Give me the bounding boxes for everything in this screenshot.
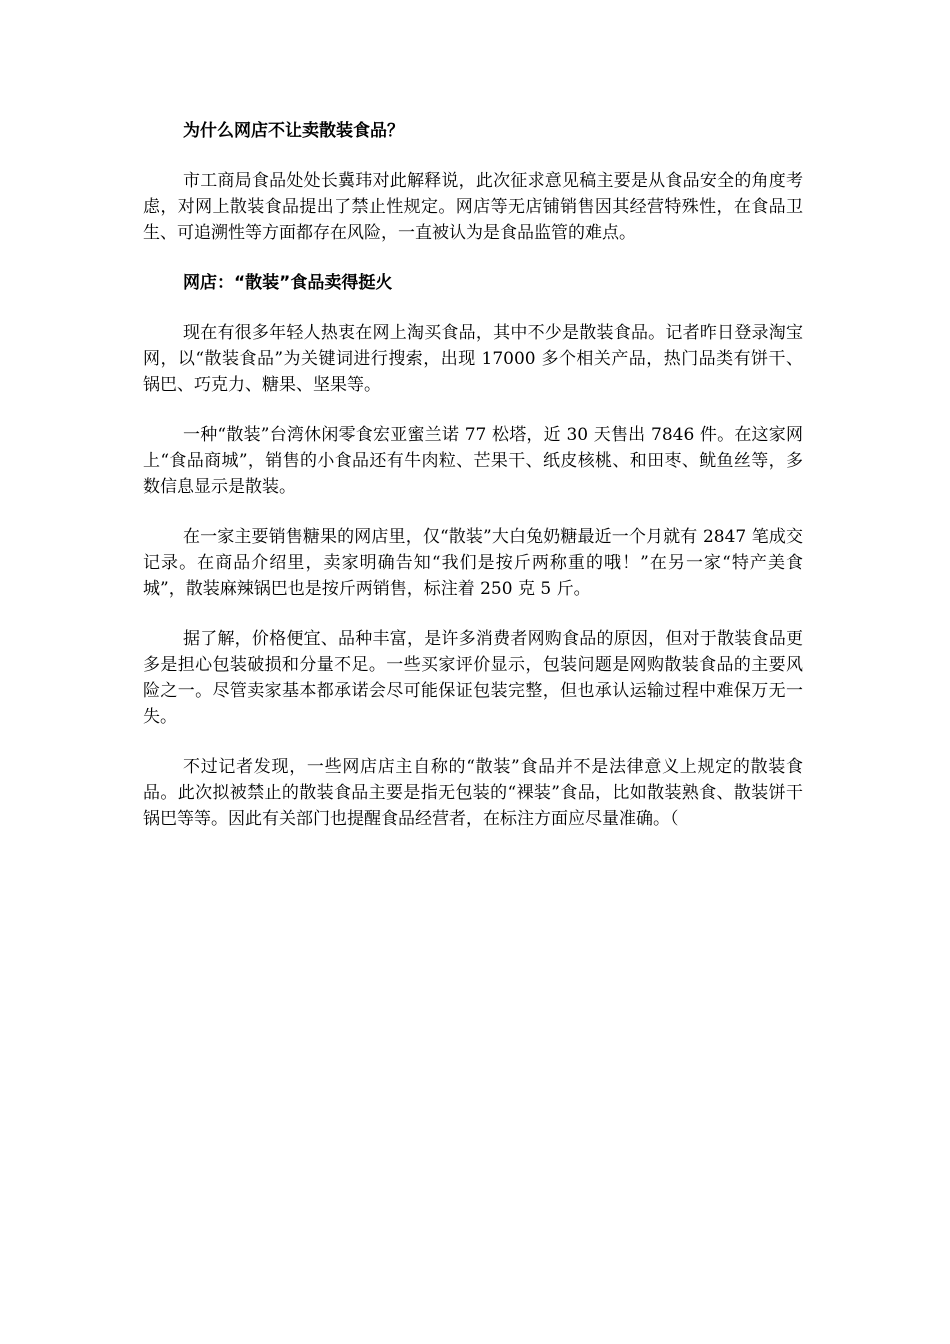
- paragraph-consumer-concerns: 据了解，价格便宜、品种丰富，是许多消费者网购食品的原因，但对于散装食品更多是担心包装破损和分量不足。一些买家评价显示，包装问题是网购散装食品的主要风险之一。尽管卖家基本都承诺会尽可能保证包装完整，但也承认运输过程中难保万无一失。: [143, 629, 803, 727]
- paragraph-pine-cone-snack: 一种“散装”台湾休闲零食宏亚蜜兰诺 77 松塔，近 30 天售出 7846 件。在这家网上“食品商城”，销售的小食品还有牛肉粒、芒果干、纸皮核桃、和田枣、鱿鱼丝等，多数信息显示是散装。: [143, 425, 803, 497]
- document-page: [143, 118, 803, 856]
- paragraph-taobao-search: 现在有很多年轻人热衷在网上淘买食品，其中不少是散装食品。记者昨日登录淘宝网，以“散装食品”为关键词进行搜索，出现 17000 多个相关产品，热门品类有饼干、锅巴、巧克力、糖果、坚果等。: [143, 323, 803, 395]
- section-heading-why-banned: 为什么网店不让卖散装食品？: [183, 121, 404, 141]
- section-heading-online-popular: 网店：“散装”食品卖得挺火: [183, 273, 393, 293]
- paragraph-official-explanation: 市工商局食品处处长冀玮对此解释说，此次征求意见稿主要是从食品安全的角度考虑，对网上散装食品提出了禁止性规定。网店等无店铺销售因其经营特殊性，在食品卫生、可追溯性等方面都存在风险，一直被认为是食品监管的难点。: [143, 171, 803, 243]
- paragraph-legal-definition: 不过记者发现，一些网店店主自称的“散装”食品并不是法律意义上规定的散装食品。此次拟被禁止的散装食品主要是指无包装的“裸装”食品，比如散装熟食、散装饼干锅巴等等。因此有关部门也提醒食品经营者，在标注方面应尽量准确。（: [143, 757, 803, 829]
- paragraph-white-rabbit-candy: 在一家主要销售糖果的网店里，仅“散装”大白兔奶糖最近一个月就有 2847 笔成交记录。在商品介绍里，卖家明确告知“我们是按斤两称重的哦！”在另一家“特产美食城”，散装麻辣锅巴也是按斤两销售，标注着 250 克 5 斤。: [143, 527, 803, 599]
